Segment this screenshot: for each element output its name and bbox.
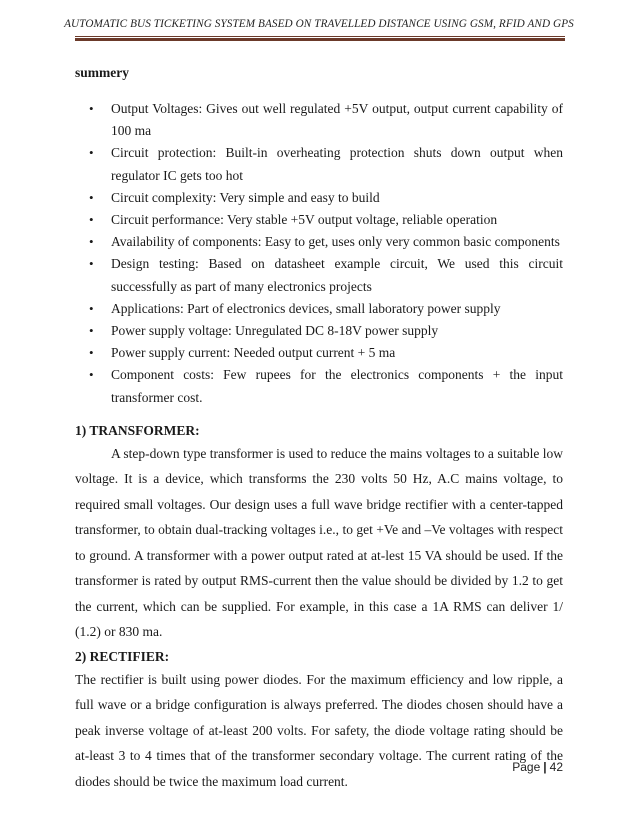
page-separator: | — [543, 760, 547, 774]
bullet-icon: • — [89, 256, 94, 272]
bullet-icon: • — [89, 189, 94, 205]
bullet-icon: • — [89, 300, 94, 316]
rectifier-paragraph: The rectifier is built using power diodes. For the maximum efficiency and low ripple, a full wave or a bridge configuration is always preferred. The diodes chosen should have a peak inverse voltage of at-least 200 volts. For safety, the diode voltage rating should be at-least 3 to 4 times that of the transformer secondary voltage. The current rating of the diodes should be twice the maximum load current. — [75, 671, 563, 789]
list-item-text: Circuit performance: Very stable +5V output voltage, reliable operation — [111, 212, 498, 228]
bullet-icon: • — [89, 234, 94, 250]
rectifier-heading: 2) RECTIFIER: — [75, 648, 170, 664]
page-number-footer — [512, 760, 563, 774]
bullet-icon: • — [89, 367, 94, 383]
list-item — [75, 231, 563, 253]
summary-bullet-list — [75, 98, 563, 409]
list-item — [75, 98, 563, 142]
list-item — [75, 142, 563, 186]
transformer-heading: 1) TRANSFORMER: — [75, 422, 200, 438]
running-header: AUTOMATIC BUS TICKETING SYSTEM BASED ON TRAVELLED DISTANCE USING GSM, RFID AND GPS — [64, 18, 574, 30]
list-item-text: Power supply current: Needed output current + 5 ma — [111, 345, 396, 361]
header-rule-thin — [75, 36, 565, 37]
page-number: 42 — [549, 760, 563, 774]
list-item — [75, 253, 563, 297]
list-item — [75, 209, 563, 231]
summary-heading: summery — [75, 65, 129, 80]
list-item-text: Design testing: Based on datasheet example circuit, We used this circuit successfully as part of many electronics projects — [111, 256, 563, 294]
bullet-icon: • — [89, 345, 94, 361]
list-item-text: Circuit complexity: Very simple and easy to build — [111, 189, 380, 205]
list-item-text: Circuit protection: Built-in overheating protection shuts down output when regulator IC gets too hot — [111, 145, 563, 183]
bullet-icon: • — [89, 212, 94, 228]
header-rule-thick — [75, 38, 565, 41]
list-item — [75, 298, 563, 320]
page-label: Page — [512, 760, 541, 774]
list-item-text: Availability of components: Easy to get, uses only very common basic components — [111, 234, 560, 250]
page-content — [75, 64, 563, 794]
list-item — [75, 364, 563, 408]
list-item — [75, 187, 563, 209]
list-item — [75, 342, 563, 364]
list-item-text: Power supply voltage: Unregulated DC 8-18V power supply — [111, 323, 439, 339]
list-item-text: Component costs: Few rupees for the electronics components + the input transformer cost. — [111, 367, 563, 405]
transformer-paragraph: A step-down type transformer is used to reduce the mains voltages to a suitable low voltage. It is a device, which transforms the 230 volts 50 Hz, A.C mains voltage, to required small voltages. Our design uses a full wave bridge rectifier with a center-tapped transformer, to obtain dual-tracking voltages i.e., to get +Ve and –Ve voltages with respect to ground. A transformer with a power output rated at at-lest 15 VA should be used. If the transformer is rated by output RMS-current then the value should be divided by 1.2 to get the current, which can be supplied. For example, in this case a 1A RMS can deliver 1/ (1.2) or 830 ma. — [75, 445, 563, 640]
list-item — [75, 320, 563, 342]
bullet-icon: • — [89, 101, 94, 116]
bullet-icon: • — [89, 145, 94, 161]
list-item-text: Applications: Part of electronics devices, small laboratory power supply — [111, 300, 501, 316]
bullet-icon: • — [89, 323, 94, 339]
list-item-text: Output Voltages: Gives out well regulated +5V output, output current capability of 100 ma — [111, 101, 563, 139]
